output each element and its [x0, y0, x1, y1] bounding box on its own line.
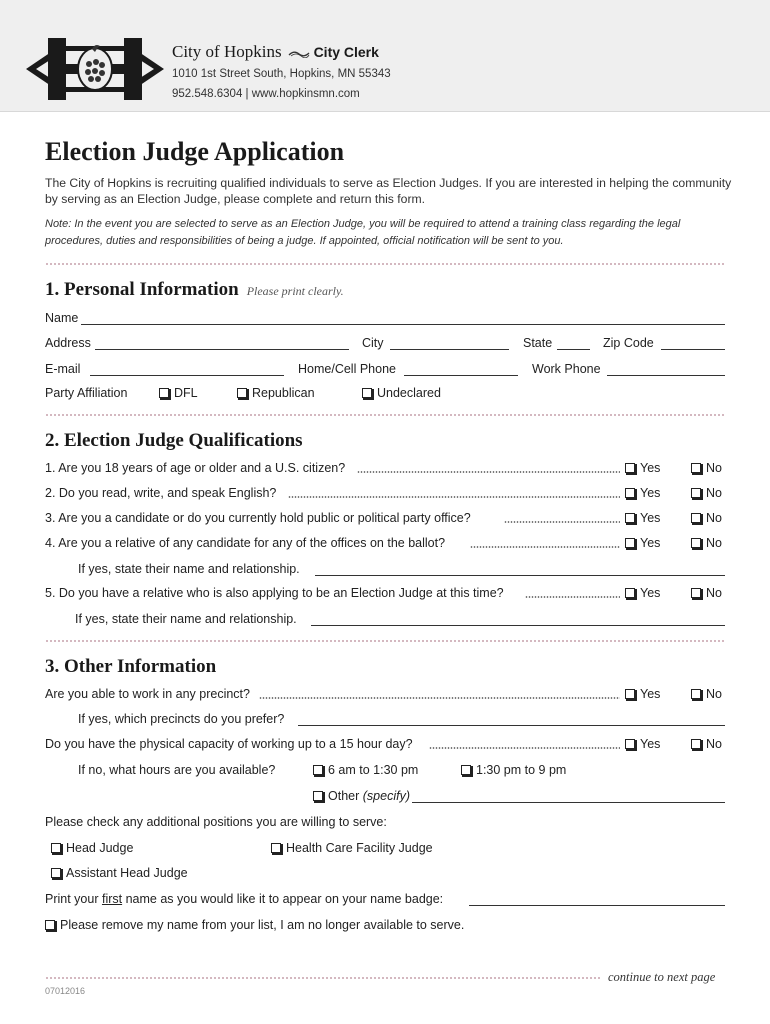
no-label: No: [706, 737, 722, 751]
dot-leader: [288, 496, 620, 498]
other-label: Other: [328, 789, 360, 803]
no-label: No: [706, 586, 722, 600]
city-field[interactable]: [390, 349, 509, 350]
yes-label: Yes: [640, 687, 661, 701]
state-field[interactable]: [557, 349, 590, 350]
q4-followup-label: If yes, state their name and relationship.: [78, 562, 300, 576]
checkbox-icon: [313, 765, 323, 775]
squiggle-icon: [288, 43, 310, 63]
other-hours-row: [45, 789, 725, 807]
positions-options-row: [45, 866, 725, 884]
question-5: 5. Do you have a relative who is also applying to be an Election Judge at this time?: [45, 586, 504, 600]
checkbox-icon: [625, 538, 635, 548]
badge-label-start: Print your: [45, 892, 102, 906]
question-row: [45, 486, 725, 504]
other-hours-field[interactable]: [412, 802, 725, 803]
name-row: [45, 311, 725, 329]
checkbox-icon: [237, 388, 247, 398]
checkbox-icon: [51, 843, 61, 853]
contact-row: [45, 362, 725, 380]
checkbox-icon: [625, 588, 635, 598]
q2-no-checkbox[interactable]: [691, 486, 722, 500]
checkbox-icon: [691, 689, 701, 699]
head-judge-label: Head Judge: [66, 841, 134, 855]
party-label: Party Affiliation: [45, 386, 128, 400]
remove-row: [45, 918, 725, 936]
no-label: No: [706, 687, 722, 701]
dot-leader: [357, 471, 620, 473]
checkbox-icon: [313, 791, 323, 801]
positions-options-row: [45, 841, 725, 859]
positions-question: Please check any additional positions you are willing to serve:: [45, 815, 387, 829]
precinct-question: Are you able to work in any precinct?: [45, 687, 250, 701]
section-divider: [45, 639, 725, 643]
badge-name-field[interactable]: [469, 905, 725, 906]
dot-leader: [429, 747, 620, 749]
checkbox-icon: [362, 388, 372, 398]
hours-evening-checkbox[interactable]: [461, 763, 566, 777]
zip-field[interactable]: [661, 349, 725, 350]
section-1-title: 1. Personal Information: [45, 279, 239, 300]
section-2-title: 2. Election Judge Qualifications: [45, 430, 303, 451]
head-judge-checkbox[interactable]: [51, 841, 133, 855]
hours-morning-label: 6 am to 1:30 pm: [328, 763, 419, 777]
q5-followup-field[interactable]: [311, 625, 725, 626]
assistant-head-judge-checkbox[interactable]: [51, 866, 188, 880]
precinct-yes-checkbox[interactable]: [625, 687, 660, 701]
q5-followup-label: If yes, state their name and relationship.: [75, 612, 297, 626]
email-field[interactable]: [90, 375, 284, 376]
question-3: 3. Are you a candidate or do you currently hold public or political party office?: [45, 511, 471, 525]
name-label: Name: [45, 311, 79, 325]
party-undeclared-checkbox[interactable]: [362, 386, 441, 400]
party-dfl-label: DFL: [174, 386, 198, 400]
badge-label: [45, 892, 443, 906]
checkbox-icon: [45, 920, 55, 930]
checkbox-icon: [159, 388, 169, 398]
dot-leader: [259, 697, 620, 699]
checkbox-icon: [691, 488, 701, 498]
q1-yes-checkbox[interactable]: [625, 461, 660, 475]
precinct-no-checkbox[interactable]: [691, 687, 722, 701]
section-divider: [45, 413, 725, 417]
q3-yes-checkbox[interactable]: [625, 511, 660, 525]
city-label: City: [362, 336, 384, 350]
checkbox-icon: [625, 488, 635, 498]
zip-label: Zip Code: [603, 336, 654, 350]
checkbox-icon: [691, 538, 701, 548]
department-name: City Clerk: [313, 44, 379, 60]
checkbox-icon: [691, 463, 701, 473]
work-phone-field[interactable]: [607, 375, 725, 376]
question-2: 2. Do you read, write, and speak English?: [45, 486, 277, 500]
no-label: No: [706, 511, 722, 525]
home-phone-field[interactable]: [404, 375, 518, 376]
capacity-yes-checkbox[interactable]: [625, 737, 660, 751]
name-field[interactable]: [81, 324, 725, 325]
checkbox-icon: [625, 739, 635, 749]
question-row: [45, 536, 725, 554]
checkbox-icon: [625, 513, 635, 523]
section-divider: [45, 262, 725, 266]
section-1-hint: Please print clearly.: [246, 284, 344, 298]
no-label: No: [706, 536, 722, 550]
capacity-no-checkbox[interactable]: [691, 737, 722, 751]
q3-no-checkbox[interactable]: [691, 511, 722, 525]
precinct-preference-field[interactable]: [298, 725, 725, 726]
section-1-heading: [45, 279, 344, 301]
q4-yes-checkbox[interactable]: [625, 536, 660, 550]
remove-name-checkbox[interactable]: [45, 918, 464, 932]
section-2-heading: [45, 430, 303, 452]
q4-no-checkbox[interactable]: [691, 536, 722, 550]
home-phone-label: Home/Cell Phone: [298, 362, 396, 376]
question-row: [45, 511, 725, 529]
city-logo-icon: [26, 36, 164, 102]
yes-label: Yes: [640, 486, 661, 500]
form-number: 07012016: [45, 986, 86, 996]
precinct-followup-label: If yes, which precincts do you prefer?: [78, 712, 285, 726]
question-4: 4. Are you a relative of any candidate for any of the offices on the ballot?: [45, 536, 446, 550]
section-3-title: 3. Other Information: [45, 656, 217, 677]
checkbox-icon: [271, 843, 281, 853]
hours-other-checkbox[interactable]: [313, 789, 410, 803]
badge-label-first: first: [101, 892, 123, 906]
question-1: 1. Are you 18 years of age or older and a U.S. citizen?: [45, 461, 346, 475]
address-label: Address: [45, 336, 91, 350]
checkbox-icon: [625, 689, 635, 699]
question-row: [45, 737, 725, 755]
city-address: 1010 1st Street South, Hopkins, MN 55343: [172, 68, 391, 80]
health-care-judge-checkbox[interactable]: [271, 841, 433, 855]
address-row: [45, 336, 725, 354]
q4-followup-field[interactable]: [315, 575, 725, 576]
form-title: Election Judge Application: [45, 137, 345, 166]
form-note: Note: In the event you are selected to serve as an Election Judge, you will be required to attend a training class regarding the legal procedures, duties and responsibilities of being a judge. If appointed, official notification will be sent to you.: [45, 218, 681, 247]
hours-row: [45, 763, 725, 781]
footer-divider: [45, 976, 600, 980]
question-row: [45, 586, 725, 604]
yes-label: Yes: [640, 737, 661, 751]
question-row: [45, 687, 725, 705]
q5-no-checkbox[interactable]: [691, 586, 722, 600]
checkbox-icon: [461, 765, 471, 775]
city-name: City of Hopkins: [172, 42, 282, 61]
party-row: [45, 386, 725, 404]
checkbox-icon: [691, 588, 701, 598]
assistant-head-judge-label: Assistant Head Judge: [66, 866, 188, 880]
email-label: E-mail: [45, 362, 81, 376]
followup-row: [45, 562, 725, 580]
hours-evening-label: 1:30 pm to 9 pm: [476, 763, 567, 777]
yes-label: Yes: [640, 586, 661, 600]
letterhead: [0, 0, 770, 112]
followup-row: [45, 712, 725, 730]
badge-row: [45, 892, 725, 910]
yes-label: Yes: [640, 536, 661, 550]
no-label: No: [706, 461, 722, 475]
yes-label: Yes: [640, 461, 661, 475]
hours-morning-checkbox[interactable]: [313, 763, 418, 777]
checkbox-icon: [51, 868, 61, 878]
dot-leader: [525, 596, 620, 598]
positions-row: [45, 815, 725, 833]
city-line: [172, 42, 379, 63]
dot-leader: [470, 546, 620, 548]
checkbox-icon: [691, 513, 701, 523]
capacity-question: Do you have the physical capacity of working up to a 15 hour day?: [45, 737, 413, 751]
dot-leader: [504, 521, 620, 523]
yes-label: Yes: [640, 511, 661, 525]
badge-label-end: name as you would like it to appear on your name badge:: [122, 892, 444, 906]
work-phone-label: Work Phone: [532, 362, 601, 376]
party-republican-label: Republican: [252, 386, 315, 400]
section-3-heading: [45, 656, 216, 678]
no-label: No: [706, 486, 722, 500]
party-republican-checkbox[interactable]: [237, 386, 315, 400]
party-dfl-checkbox[interactable]: [159, 386, 198, 400]
checkbox-icon: [691, 739, 701, 749]
q2-yes-checkbox[interactable]: [625, 486, 660, 500]
remove-name-label: Please remove my name from your list, I am no longer available to serve.: [60, 918, 465, 932]
city-contact: 952.548.6304 | www.hopkinsmn.com: [172, 88, 360, 100]
form-intro: The City of Hopkins is recruiting qualified individuals to serve as Election Judges. If you are interested in helping the community by serving as an Election Judge, please complete and return this form.: [45, 176, 732, 206]
followup-row: [45, 612, 725, 630]
q5-yes-checkbox[interactable]: [625, 586, 660, 600]
continue-note: continue to next page: [608, 970, 716, 984]
question-row: [45, 461, 725, 479]
state-label: State: [523, 336, 553, 350]
address-field[interactable]: [95, 349, 349, 350]
party-undeclared-label: Undeclared: [377, 386, 441, 400]
other-specify-label: (specify): [362, 789, 410, 803]
checkbox-icon: [625, 463, 635, 473]
health-care-judge-label: Health Care Facility Judge: [286, 841, 433, 855]
q1-no-checkbox[interactable]: [691, 461, 722, 475]
hours-question: If no, what hours are you available?: [78, 763, 276, 777]
